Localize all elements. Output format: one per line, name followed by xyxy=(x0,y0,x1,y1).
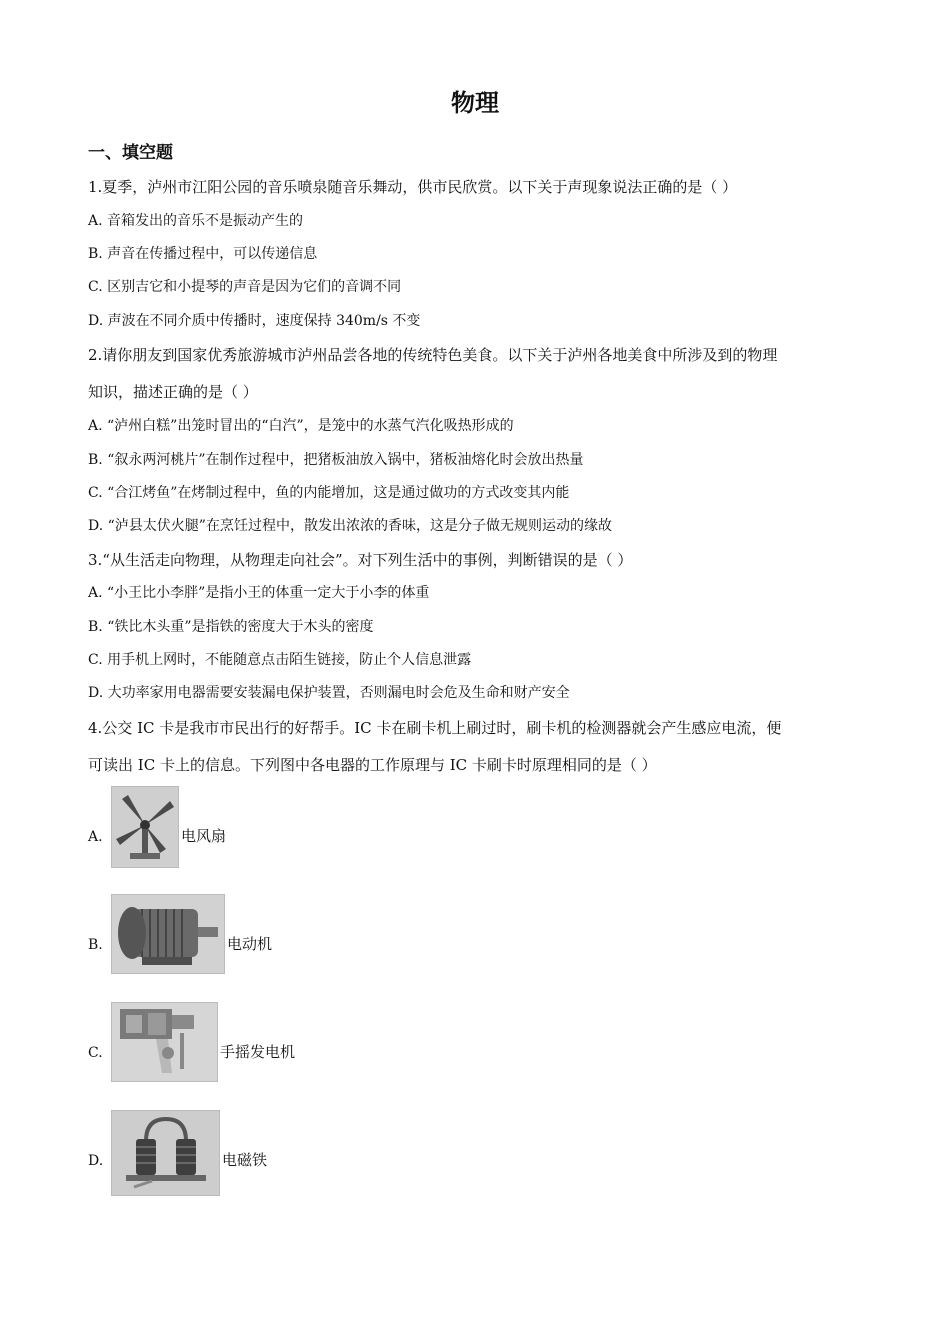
hand-crank-generator-icon xyxy=(111,1002,218,1082)
question-1-option-a: A. 音箱发出的音乐不是振动产生的 xyxy=(88,213,304,229)
page-title: 物理 xyxy=(451,89,499,117)
question-2-option-b: B. “叙永两河桃片”在制作过程中，把猪板油放入锅中，猪板油熔化时会放出热量 xyxy=(88,452,584,468)
question-2-option-a: A. “泸州白糕”出笼时冒出的“白汽”，是笼中的水蒸气汽化吸热形成的 xyxy=(88,418,514,434)
option-c-caption: 手摇发电机 xyxy=(220,1043,296,1061)
option-d-caption: 电磁铁 xyxy=(222,1151,268,1169)
option-d-letter: D. xyxy=(88,1153,104,1169)
question-4-stem-line-2: 可读出 IC 卡上的信息。下列图中各电器的工作原理与 IC 卡刷卡时原理相同的是（ ） xyxy=(88,756,657,774)
electric-motor-icon xyxy=(111,894,225,974)
option-b-letter: B. xyxy=(88,937,103,953)
electric-fan-icon xyxy=(111,786,179,868)
question-2-stem-line-1: 2.请你朋友到国家优秀旅游城市泸州品尝各地的传统特色美食。以下关于泸州各地美食中所涉及到的物理 xyxy=(88,346,778,364)
question-3-option-c: C. 用手机上网时，不能随意点击陌生链接，防止个人信息泄露 xyxy=(88,652,472,668)
option-b-caption: 电动机 xyxy=(227,935,273,953)
question-3-option-b: B. “铁比木头重”是指铁的密度大于木头的密度 xyxy=(88,619,374,635)
question-2-option-c: C. “合江烤鱼”在烤制过程中，鱼的内能增加，这是通过做功的方式改变其内能 xyxy=(88,485,570,501)
electromagnet-icon xyxy=(111,1110,220,1196)
section-heading: 一、填空题 xyxy=(88,143,173,163)
option-a-caption: 电风扇 xyxy=(181,827,227,845)
question-2-stem-line-2: 知识，描述正确的是（ ） xyxy=(88,383,258,401)
question-3-stem: 3.“从生活走向物理，从物理走向社会”。对下列生活中的事例，判断错误的是（ ） xyxy=(88,551,633,569)
question-2-option-d: D. “泸县太伏火腿”在烹饪过程中，散发出浓浓的香味，这是分子做无规则运动的缘故 xyxy=(88,518,612,534)
question-1-option-c: C. 区别吉它和小提琴的声音是因为它们的音调不同 xyxy=(88,279,402,295)
question-3-option-a: A. “小王比小李胖”是指小王的体重一定大于小李的体重 xyxy=(88,585,430,601)
option-a-letter: A. xyxy=(88,829,103,845)
question-1-stem: 1.夏季，泸州市江阳公园的音乐喷泉随音乐舞动，供市民欣赏。以下关于声现象说法正确的是（ ） xyxy=(88,178,738,196)
question-1-option-d: D. 声波在不同介质中传播时，速度保持 340m/s 不变 xyxy=(88,313,421,329)
question-1-option-b: B. 声音在传播过程中，可以传递信息 xyxy=(88,246,318,262)
option-c-letter: C. xyxy=(88,1045,103,1061)
question-4-stem-line-1: 4.公交 IC 卡是我市市民出行的好帮手。IC 卡在刷卡机上刷过时，刷卡机的检测器就会产生感应电流，便 xyxy=(88,719,782,737)
question-3-option-d: D. 大功率家用电器需要安装漏电保护装置，否则漏电时会危及生命和财产安全 xyxy=(88,685,570,701)
